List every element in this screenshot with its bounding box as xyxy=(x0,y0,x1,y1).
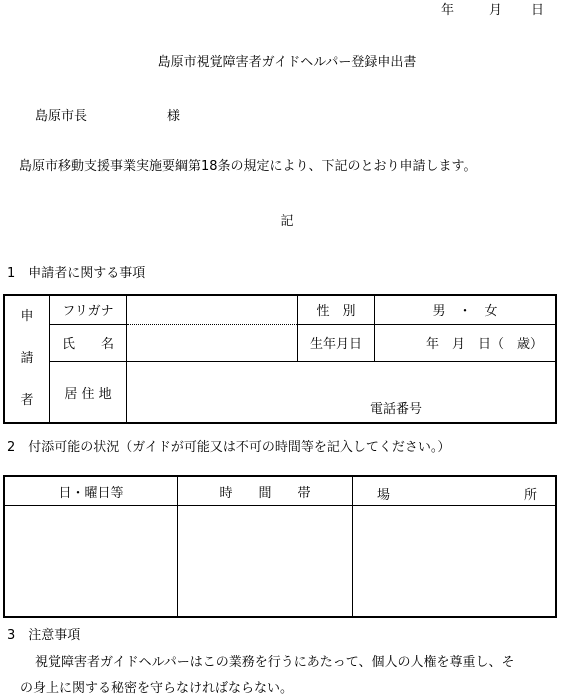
section1-heading: 1 申請者に関する事項 xyxy=(7,266,146,281)
side-char-2: 請 xyxy=(20,351,34,366)
phone-label: 電話番号 xyxy=(370,402,423,418)
col-place-header xyxy=(353,476,557,506)
dob-label: 生年月日 xyxy=(298,324,375,361)
notice-line-2: の身上に関する秘密を守らなければならない。 xyxy=(20,681,294,696)
side-char-3: 者 xyxy=(20,393,34,408)
applicant-table xyxy=(3,294,557,424)
date-year: 年 xyxy=(441,3,455,18)
time-cell[interactable] xyxy=(178,506,353,618)
applicant-side-label xyxy=(4,295,50,423)
furigana-label: フリガナ xyxy=(50,295,127,324)
gender-label: 性 別 xyxy=(298,295,375,324)
section2-heading: 2 付添可能の状況（ガイドが可能又は不可の時間等を記入してください。） xyxy=(7,440,451,455)
notice-line-1: 視覚障害者ガイドヘルパーはこの業務を行うにあたって、個人の人権を尊重し、そ xyxy=(35,655,515,670)
furigana-field[interactable] xyxy=(127,295,298,324)
address-field[interactable] xyxy=(127,362,557,423)
day-cell[interactable] xyxy=(4,506,178,618)
date-line xyxy=(0,4,574,20)
gender-options[interactable]: 男 ・ 女 xyxy=(375,295,557,324)
intro-text: 島原市移動支援事業実施要綱第18条の規定により、下記のとおり申請します。 xyxy=(19,159,477,174)
dob-field[interactable]: 年 月 日（ 歳） xyxy=(375,324,557,361)
col-place-left: 場 xyxy=(377,488,391,503)
name-field[interactable] xyxy=(127,324,298,361)
ki-heading: 記 xyxy=(280,214,294,229)
place-cell[interactable] xyxy=(353,506,557,618)
addressee-name: 島原市長 xyxy=(35,109,88,124)
addressee-honorific: 様 xyxy=(167,109,181,124)
col-time-header: 時 間 帯 xyxy=(178,476,353,506)
side-char-1: 申 xyxy=(20,309,34,324)
address-label: 居 住 地 xyxy=(50,362,127,423)
date-day: 日 xyxy=(531,3,545,18)
section3-heading: 3 注意事項 xyxy=(7,628,81,643)
document-title: 島原市視覚障害者ガイドヘルパー登録申出書 xyxy=(157,55,417,70)
col-day-header: 日・曜日等 xyxy=(4,476,178,506)
name-label: 氏 名 xyxy=(50,324,127,361)
date-month: 月 xyxy=(489,3,503,18)
col-place-right: 所 xyxy=(523,488,537,503)
availability-table xyxy=(3,475,557,618)
